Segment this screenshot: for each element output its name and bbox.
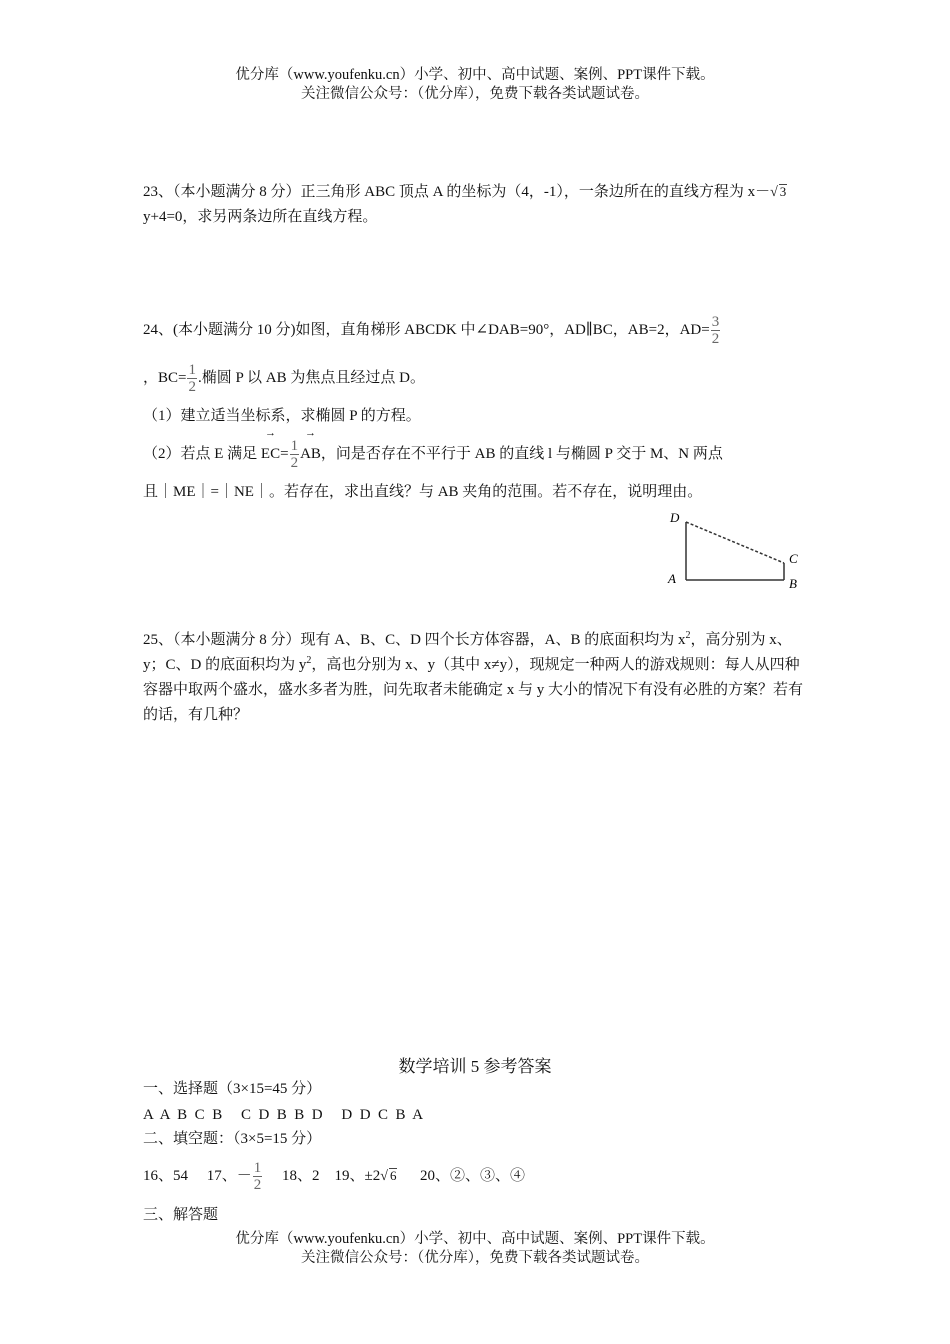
sqrt-icon: √ — [770, 185, 778, 200]
q24-half-fraction — [290, 438, 300, 471]
answer-20: 20、②、③、④ — [419, 1167, 525, 1184]
q24-bc-fraction — [187, 362, 197, 395]
fraction-numerator: 1 — [253, 1160, 262, 1176]
header-line-1: 优分库（www.youfenku.cn）小学、初中、高中试题、案例、PPT课件下载。 — [235, 67, 715, 83]
q25-text-3: ，高也分别为 x、y（其中 x≠y），现规定一种两人的游戏规则：每人从四种容器中取两个盛水，盛水多者为胜，问先取者未能确定 x 与 y 大小的情况下有没有必胜的方案？若有的话，有几种？ — [143, 657, 804, 723]
fraction-denominator: 2 — [188, 379, 196, 395]
fraction-denominator: 2 — [711, 331, 720, 347]
vector-ec: → EC — [261, 442, 280, 467]
question-24-line-1 — [143, 314, 808, 347]
q24-sub-2-line-2: 且｜ME｜=｜NE｜。若存在，求出直线？与 AB 夹角的范围。若不存在，说明理由。 — [143, 484, 703, 500]
footer-line-1: 优分库（www.youfenku.cn）小学、初中、高中试题、案例、PPT课件下载。 — [235, 1231, 715, 1247]
fraction-denominator: 2 — [290, 455, 299, 471]
page-footer — [0, 1230, 950, 1268]
footer-line-2: 关注微信公众号：（优分库），免费下载各类试题试卷。 — [301, 1250, 649, 1266]
answers-section-1: 一、选择题（3×15=45 分） — [143, 1081, 322, 1097]
q24-bc-suffix: .椭圆 P 以 AB 为焦点且经过点 D。 — [197, 369, 425, 386]
q24-bc-prefix: ，BC= — [143, 369, 187, 386]
fraction-numerator: 1 — [188, 362, 196, 378]
answer-19-sqrt: 6 — [389, 1167, 397, 1183]
answers-section-2: 二、填空题：（3×5=15 分） — [143, 1131, 322, 1147]
answers-section-3: 三、解答题 — [143, 1207, 219, 1223]
vector-ab: → AB — [300, 442, 321, 467]
answer-17-prefix: 17、－ — [206, 1167, 252, 1184]
label-d: D — [670, 510, 680, 525]
q24-text-1: 24、(本小题满分 10 分)如图，直角梯形 ABCDK 中∠DAB=90°，AD∥BC，AB=2，AD= — [143, 321, 710, 338]
equals-sign: = — [280, 445, 289, 462]
fraction-numerator: 3 — [711, 314, 720, 330]
q25-text-2: ，高分别为 x、y；C、D 的底面积均为 y — [143, 632, 792, 673]
q25-superscript-2: 2 — [306, 655, 312, 666]
q24-sub2-prefix: （2）若点 E 满足 — [143, 445, 261, 462]
q23-sqrt-value: 3 — [779, 184, 787, 199]
question-23 — [143, 180, 808, 230]
q24-sub-2 — [143, 438, 808, 471]
edge-dc — [686, 522, 784, 563]
page-header — [0, 66, 950, 104]
header-line-2: 关注微信公众号：（优分库），免费下载各类试题试卷。 — [301, 86, 649, 102]
trapezoid-figure — [660, 508, 810, 594]
sqrt-icon: √ — [380, 1168, 388, 1184]
label-a: A — [668, 571, 676, 586]
fraction-denominator: 2 — [253, 1177, 262, 1193]
answers-choices: A A B C B C D B B D D D C B A — [143, 1107, 424, 1123]
answer-16: 16、54 — [143, 1167, 189, 1184]
answer-19-prefix: 19、±2 — [334, 1167, 381, 1184]
q24-ad-fraction — [711, 314, 721, 347]
label-c: C — [789, 551, 798, 566]
q24-sub-1: （1）建立适当坐标系，求椭圆 P 的方程。 — [143, 408, 421, 424]
answer-17-fraction — [253, 1160, 263, 1193]
q25-superscript-1: 2 — [685, 630, 691, 641]
label-b: B — [789, 576, 797, 591]
answers-title: 数学培训 5 参考答案 — [398, 1057, 552, 1076]
answers-fill-in — [143, 1160, 525, 1193]
question-24-line-2 — [143, 362, 808, 395]
answer-18: 18、2 — [282, 1167, 320, 1184]
fraction-numerator: 1 — [290, 438, 299, 454]
q25-text-1: 25、（本小题满分 8 分）现有 A、B、C、D 四个长方体容器，A、B 的底面积均为 x — [143, 632, 686, 648]
question-25 — [143, 628, 808, 728]
q24-sub2-suffix: ，问是否存在不平行于 AB 的直线 l 与椭圆 P 交于 M、N 两点 — [320, 445, 723, 462]
q23-text-1: 23、（本小题满分 8 分）正三角形 ABC 顶点 A 的坐标为（4，-1），一条边所在的直线方程为 x－ — [143, 184, 771, 200]
q23-text-2: y+4=0，求另两条边所在直线方程。 — [143, 209, 378, 225]
